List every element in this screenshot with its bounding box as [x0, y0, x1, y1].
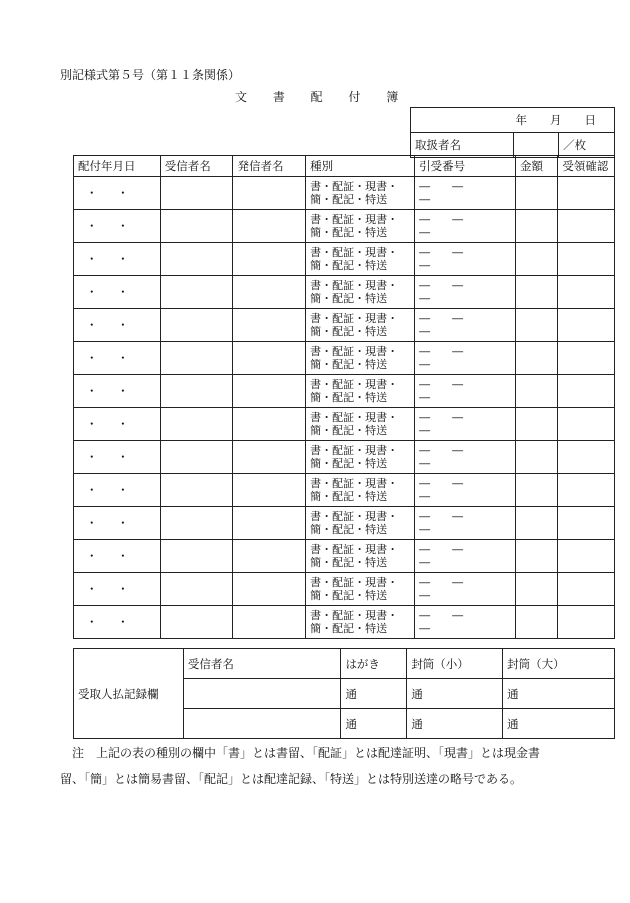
row-date[interactable]: ・ ・: [74, 573, 161, 606]
row-confirm[interactable]: [558, 441, 615, 474]
register-col-postcard: はがき: [341, 649, 407, 679]
row-confirm[interactable]: [558, 243, 615, 276]
row-amount[interactable]: [516, 540, 558, 573]
table-body: [74, 177, 615, 639]
row-number-line1: ― ―: [419, 246, 464, 259]
row-sender[interactable]: [233, 210, 306, 243]
row-amount[interactable]: [516, 408, 558, 441]
row-kind[interactable]: [306, 375, 415, 408]
row-confirm[interactable]: [558, 408, 615, 441]
row-number[interactable]: [415, 375, 516, 408]
row-kind[interactable]: [306, 441, 415, 474]
row-receiver[interactable]: [160, 309, 233, 342]
row-date[interactable]: ・ ・: [74, 540, 161, 573]
table-row: [74, 606, 615, 639]
row-number[interactable]: [415, 474, 516, 507]
row-receiver[interactable]: [160, 441, 233, 474]
register-label: 受取人払記録欄: [74, 649, 184, 739]
row-receiver[interactable]: [160, 375, 233, 408]
row-kind[interactable]: [306, 606, 415, 639]
row-amount[interactable]: [516, 441, 558, 474]
register-receiver-1[interactable]: [183, 679, 341, 709]
register-unit: 通: [407, 679, 503, 709]
row-kind[interactable]: [306, 408, 415, 441]
footnote-line-2: 留、「簡」とは簡易書留、「配記」とは配達記録、「特送」とは特別送達の略号である。: [60, 772, 523, 786]
header-number: 引受番号: [415, 156, 516, 177]
table-row: [74, 210, 615, 243]
row-kind-line2: 簡・配記・特送: [310, 391, 388, 404]
row-number-line1: ― ―: [419, 213, 464, 226]
row-kind-line1: 書・配証・現書・: [310, 279, 399, 292]
row-kind[interactable]: [306, 309, 415, 342]
register-col-large: 封筒（大）: [503, 649, 615, 679]
register-unit: 通: [341, 679, 407, 709]
row-kind-line2: 簡・配記・特送: [310, 622, 388, 635]
header-confirm: 受領確認: [558, 156, 615, 177]
row-number[interactable]: [415, 177, 516, 210]
row-date[interactable]: ・ ・: [74, 474, 161, 507]
handler-label: 取扱者名: [411, 133, 514, 158]
row-date[interactable]: ・ ・: [74, 507, 161, 540]
row-kind-line2: 簡・配記・特送: [310, 490, 388, 503]
row-sender[interactable]: [233, 276, 306, 309]
header-kind: 種別: [306, 156, 415, 177]
row-amount[interactable]: [516, 342, 558, 375]
row-kind[interactable]: [306, 507, 415, 540]
row-kind-line2: 簡・配記・特送: [310, 292, 388, 305]
row-kind[interactable]: [306, 540, 415, 573]
row-sender[interactable]: [233, 375, 306, 408]
row-kind[interactable]: [306, 573, 415, 606]
row-kind-line1: 書・配証・現書・: [310, 543, 399, 556]
row-sender[interactable]: [233, 342, 306, 375]
row-kind-line2: 簡・配記・特送: [310, 556, 388, 569]
distribution-table: [73, 155, 615, 639]
row-confirm[interactable]: [558, 375, 615, 408]
row-kind[interactable]: [306, 474, 415, 507]
row-number[interactable]: [415, 210, 516, 243]
table-row: [74, 177, 615, 210]
row-sender[interactable]: [233, 177, 306, 210]
row-number[interactable]: [415, 342, 516, 375]
row-confirm[interactable]: [558, 210, 615, 243]
date-cell: 年 月 日: [411, 108, 615, 133]
row-receiver[interactable]: [160, 342, 233, 375]
row-number-line1: ― ―: [419, 477, 464, 490]
row-receiver[interactable]: [160, 606, 233, 639]
row-amount[interactable]: [516, 507, 558, 540]
register-receiver-2[interactable]: [183, 709, 341, 739]
row-receiver[interactable]: [160, 210, 233, 243]
row-kind[interactable]: [306, 342, 415, 375]
row-kind-line2: 簡・配記・特送: [310, 457, 388, 470]
row-receiver[interactable]: [160, 177, 233, 210]
row-confirm[interactable]: [558, 177, 615, 210]
header-sender: 発信者名: [233, 156, 306, 177]
row-amount[interactable]: [516, 375, 558, 408]
row-confirm[interactable]: [558, 573, 615, 606]
row-date[interactable]: ・ ・: [74, 441, 161, 474]
table-row: [74, 474, 615, 507]
row-sender[interactable]: [233, 408, 306, 441]
row-kind[interactable]: [306, 210, 415, 243]
row-receiver[interactable]: [160, 276, 233, 309]
row-receiver[interactable]: [160, 408, 233, 441]
row-number-line2: ―: [419, 424, 431, 437]
row-amount[interactable]: [516, 210, 558, 243]
row-number-line2: ―: [419, 523, 431, 536]
row-number-line1: ― ―: [419, 510, 464, 523]
row-amount[interactable]: [516, 573, 558, 606]
table-row: [74, 375, 615, 408]
table-header-row: [74, 156, 615, 177]
sheet-count: ／枚: [559, 133, 615, 158]
row-date[interactable]: ・ ・: [74, 342, 161, 375]
row-number[interactable]: [415, 507, 516, 540]
row-receiver[interactable]: [160, 507, 233, 540]
row-confirm[interactable]: [558, 309, 615, 342]
table-row: [74, 540, 615, 573]
row-number-line1: ― ―: [419, 609, 464, 622]
table-row: [74, 276, 615, 309]
row-receiver[interactable]: [160, 540, 233, 573]
row-kind-line2: 簡・配記・特送: [310, 589, 388, 602]
row-kind[interactable]: [306, 276, 415, 309]
row-number-line1: ― ―: [419, 543, 464, 556]
row-number[interactable]: [415, 606, 516, 639]
receipt-record-table: [73, 648, 615, 739]
row-kind-line1: 書・配証・現書・: [310, 444, 399, 457]
header-receiver: 受信者名: [160, 156, 233, 177]
row-date[interactable]: ・ ・: [74, 243, 161, 276]
row-sender[interactable]: [233, 243, 306, 276]
row-date[interactable]: ・ ・: [74, 408, 161, 441]
row-date[interactable]: ・ ・: [74, 177, 161, 210]
row-number-line2: ―: [419, 292, 431, 305]
row-kind-line1: 書・配証・現書・: [310, 477, 399, 490]
row-kind-line2: 簡・配記・特送: [310, 226, 388, 239]
table-row: [74, 309, 615, 342]
row-kind-line1: 書・配証・現書・: [310, 213, 399, 226]
row-receiver[interactable]: [160, 243, 233, 276]
register-unit: 通: [503, 709, 615, 739]
row-sender[interactable]: [233, 573, 306, 606]
register-unit: 通: [503, 679, 615, 709]
row-number-line1: ― ―: [419, 411, 464, 424]
row-kind-line2: 簡・配記・特送: [310, 358, 388, 371]
row-number-line2: ―: [419, 259, 431, 272]
row-kind[interactable]: [306, 177, 415, 210]
table-row: [74, 243, 615, 276]
row-amount[interactable]: [516, 243, 558, 276]
register-unit: 通: [407, 709, 503, 739]
row-receiver[interactable]: [160, 573, 233, 606]
header-amount: 金額: [516, 156, 558, 177]
row-number-line2: ―: [419, 589, 431, 602]
row-number[interactable]: [415, 276, 516, 309]
row-number-line2: ―: [419, 325, 431, 338]
row-number-line1: ― ―: [419, 279, 464, 292]
row-number-line2: ―: [419, 556, 431, 569]
row-kind-line1: 書・配証・現書・: [310, 378, 399, 391]
row-number-line2: ―: [419, 490, 431, 503]
table-row: [74, 507, 615, 540]
footnote: [60, 740, 600, 792]
row-number-line2: ―: [419, 358, 431, 371]
row-sender[interactable]: [233, 540, 306, 573]
row-amount[interactable]: [516, 606, 558, 639]
row-date[interactable]: ・ ・: [74, 276, 161, 309]
row-number[interactable]: [415, 243, 516, 276]
row-number-line2: ―: [419, 457, 431, 470]
row-kind-line2: 簡・配記・特送: [310, 259, 388, 272]
row-date[interactable]: ・ ・: [74, 210, 161, 243]
row-date[interactable]: ・ ・: [74, 309, 161, 342]
row-number[interactable]: [415, 408, 516, 441]
row-confirm[interactable]: [558, 606, 615, 639]
row-amount[interactable]: [516, 177, 558, 210]
row-kind-line1: 書・配証・現書・: [310, 345, 399, 358]
row-number-line2: ―: [419, 226, 431, 239]
row-number-line1: ― ―: [419, 345, 464, 358]
row-kind-line1: 書・配証・現書・: [310, 609, 399, 622]
row-kind-line1: 書・配証・現書・: [310, 411, 399, 424]
row-number[interactable]: [415, 540, 516, 573]
row-confirm[interactable]: [558, 276, 615, 309]
table-row: [74, 342, 615, 375]
row-kind-line1: 書・配証・現書・: [310, 180, 399, 193]
table-row: [74, 573, 615, 606]
row-number[interactable]: [415, 309, 516, 342]
row-kind-line2: 簡・配記・特送: [310, 424, 388, 437]
row-kind-line1: 書・配証・現書・: [310, 312, 399, 325]
handler-value[interactable]: [513, 133, 559, 158]
row-date[interactable]: ・ ・: [74, 375, 161, 408]
row-confirm[interactable]: [558, 507, 615, 540]
table-row: [74, 441, 615, 474]
row-kind-line1: 書・配証・現書・: [310, 246, 399, 259]
row-date[interactable]: ・ ・: [74, 606, 161, 639]
form-label: 別記様式第５号（第１１条関係）: [60, 68, 241, 82]
row-number-line2: ―: [419, 622, 431, 635]
row-number-line1: ― ―: [419, 444, 464, 457]
top-info-table: [410, 107, 615, 158]
table-row: [74, 408, 615, 441]
row-number-line2: ―: [419, 193, 431, 206]
row-receiver[interactable]: [160, 474, 233, 507]
register-unit: 通: [341, 709, 407, 739]
row-number-line2: ―: [419, 391, 431, 404]
row-number[interactable]: [415, 441, 516, 474]
row-kind-line2: 簡・配記・特送: [310, 523, 388, 536]
document-title: 文 書 配 付 簿: [235, 90, 399, 104]
row-kind-line1: 書・配証・現書・: [310, 510, 399, 523]
row-number-line1: ― ―: [419, 312, 464, 325]
row-confirm[interactable]: [558, 342, 615, 375]
row-sender[interactable]: [233, 441, 306, 474]
row-kind-line2: 簡・配記・特送: [310, 193, 388, 206]
row-amount[interactable]: [516, 276, 558, 309]
row-number[interactable]: [415, 573, 516, 606]
row-number-line1: ― ―: [419, 180, 464, 193]
row-amount[interactable]: [516, 474, 558, 507]
row-sender[interactable]: [233, 606, 306, 639]
row-sender[interactable]: [233, 507, 306, 540]
row-amount[interactable]: [516, 309, 558, 342]
row-confirm[interactable]: [558, 540, 615, 573]
row-number-line1: ― ―: [419, 378, 464, 391]
register-receiver-label: 受信者名: [183, 649, 341, 679]
header-date: 配付年月日: [74, 156, 161, 177]
row-kind[interactable]: [306, 243, 415, 276]
row-sender[interactable]: [233, 309, 306, 342]
row-sender[interactable]: [233, 474, 306, 507]
row-kind-line2: 簡・配記・特送: [310, 325, 388, 338]
register-col-small: 封筒（小）: [407, 649, 503, 679]
row-kind-line1: 書・配証・現書・: [310, 576, 399, 589]
row-confirm[interactable]: [558, 474, 615, 507]
row-number-line1: ― ―: [419, 576, 464, 589]
footnote-line-1: 注 上記の表の種別の欄中「書」とは書留、「配証」とは配達証明、「現書」とは現金書: [72, 746, 541, 760]
